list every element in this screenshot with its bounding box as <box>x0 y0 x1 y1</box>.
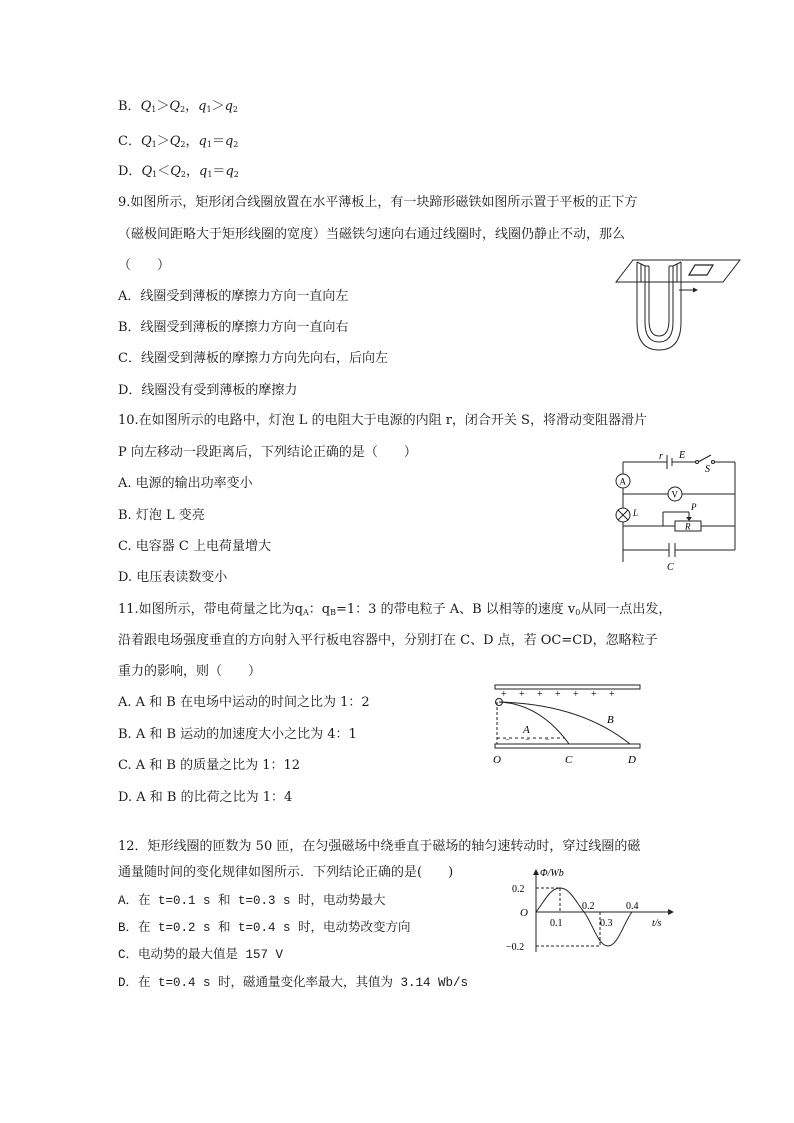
minus-sign-2: − <box>525 735 530 744</box>
coil-shape <box>689 265 713 275</box>
q10-circuit-figure <box>605 450 745 575</box>
q10-option-d: D. 电压表读数变小 <box>118 570 228 585</box>
q12-option-a: A．在 t=0.1 s 和 t=0.3 s 时，电动势最大 <box>118 894 386 908</box>
x-tick-0-3: 0.3 <box>600 918 613 929</box>
plus-sign-2: + <box>519 689 525 700</box>
x-tick-0-4: 0.4 <box>626 901 639 912</box>
x-axis-label: t/s <box>652 918 662 929</box>
q11-stem-line2: 沿着跟电场强度垂直的方向射入平行板电容器中，分别打在 C、D 点，若 OC=CD，忽略粒子 <box>118 633 658 648</box>
q9-stem-line1: 9.如图所示，矩形闭合线圈放置在水平薄板上，有一块蹄形磁铁如图所示置于平板的正下方 <box>118 195 638 210</box>
q9-stem-line2: （磁极间距略大于矩形线圈的宽度）当磁铁匀速向右通过线圈时，线圈仍静止不动，那么 <box>118 227 626 242</box>
origin-label: O <box>520 907 528 919</box>
minus-sign-1: − <box>505 735 510 744</box>
switch-shape <box>698 455 711 462</box>
q12-option-c: C．电动势的最大值是 157 V <box>118 948 284 962</box>
horseshoe-magnet-shape <box>637 262 681 350</box>
x-tick-0-2: 0.2 <box>582 901 595 912</box>
label-p: P <box>691 502 697 512</box>
q10-stem-line1: 10.在如图所示的电路中，灯泡 L 的电阻大于电源的内阻 r，闭合开关 S，将滑动变阻器滑片 <box>118 413 647 428</box>
q10-option-b: B. 灯泡 L 变亮 <box>118 508 205 523</box>
q11-option-b: B. A 和 B 运动的加速度大小之比为 4：1 <box>118 727 357 742</box>
y-tick-neg-0-2: −0.2 <box>506 942 525 953</box>
q12-flux-graph <box>500 866 680 956</box>
top-plate-shape <box>495 685 640 689</box>
label-d: D <box>628 754 636 766</box>
label-s: S <box>705 464 710 475</box>
q10-option-c: C. 电容器 C 上电荷量增大 <box>118 539 271 554</box>
plus-sign-3: + <box>537 689 543 700</box>
label-ammeter: A <box>619 476 626 487</box>
q9-option-b: B．线圈受到薄板的摩擦力方向一直向右 <box>118 320 349 335</box>
q8-option-b: B．$Q_1>Q_2$，$q_1>q_2$ <box>118 99 238 114</box>
q9-option-a: A．线圈受到薄板的摩擦力方向一直向左 <box>118 289 349 304</box>
x-tick-0-1: 0.1 <box>550 918 563 929</box>
plus-sign-5: + <box>573 689 579 700</box>
q11-option-d: D. A 和 B 的比荷之比为 1：4 <box>118 790 293 805</box>
q8-option-d: D．$Q_1<Q_2$，$q_1=q_2$ <box>118 164 239 179</box>
plus-sign-1: + <box>501 689 507 700</box>
q12-option-b: B．在 t=0.2 s 和 t=0.4 s 时，电动势改变方向 <box>118 921 411 935</box>
q11-capacitor-figure <box>485 680 645 768</box>
q11-option-c: C. A 和 B 的质量之比为 1：12 <box>118 758 301 773</box>
q9-magnet-figure <box>615 252 745 354</box>
plus-sign-7: + <box>609 689 615 700</box>
q12-option-d: D．在 t=0.4 s 时，磁通量变化率最大，其值为 3.14 Wb/s <box>118 976 469 990</box>
q11-stem-line1: 11.如图所示，带电荷量之比为$q_A$：$q_B=1$：3 的带电粒子 A、B 以相等的速度 $v_0$从同一点出发， <box>118 602 672 617</box>
q12-stem-line1: 12．矩形线圈的匝数为 50 匝，在匀强磁场中绕垂直于磁场的轴匀速转动时，穿过线圈的磁 <box>118 839 641 854</box>
flux-curve-shape <box>536 888 632 946</box>
minus-sign-3: − <box>545 735 550 744</box>
plus-sign-6: + <box>591 689 597 700</box>
label-r: r <box>659 451 663 462</box>
plus-sign-4: + <box>555 689 561 700</box>
q8-option-c: C．$Q_1>Q_2$，$q_1=q_2$ <box>118 134 239 149</box>
label-o: O <box>493 754 501 766</box>
q10-stem-line2: P 向左移动一段距离后，下列结论正确的是（ ） <box>118 445 417 460</box>
label-e: E <box>679 450 686 461</box>
label-voltmeter: V <box>671 489 678 500</box>
q9-option-c: C．线圈受到薄板的摩擦力方向先向右，后向左 <box>118 351 388 366</box>
q11-stem-line3: 重力的影响，则（ ） <box>118 664 262 679</box>
label-c: C <box>565 754 573 766</box>
q10-option-a: A. 电源的输出功率变小 <box>118 476 253 491</box>
q12-stem-line2: 通量随时间的变化规律如图所示．下列结论正确的是( ) <box>118 865 454 880</box>
label-l: L <box>633 508 639 518</box>
q11-option-a: A. A 和 B 在电场中运动的时间之比为 1：2 <box>118 695 370 710</box>
q9-stem-line3: （ ） <box>118 258 171 273</box>
label-rheostat: R <box>685 521 691 532</box>
label-a: A <box>523 724 530 736</box>
label-b: B <box>607 714 614 726</box>
q9-option-d: D．线圈没有受到薄板的摩擦力 <box>118 383 298 398</box>
y-axis-label: Φ/Wb <box>540 868 564 879</box>
label-c: C <box>667 562 674 573</box>
y-tick-0-2: 0.2 <box>512 884 525 895</box>
bottom-plate-shape <box>495 744 640 748</box>
